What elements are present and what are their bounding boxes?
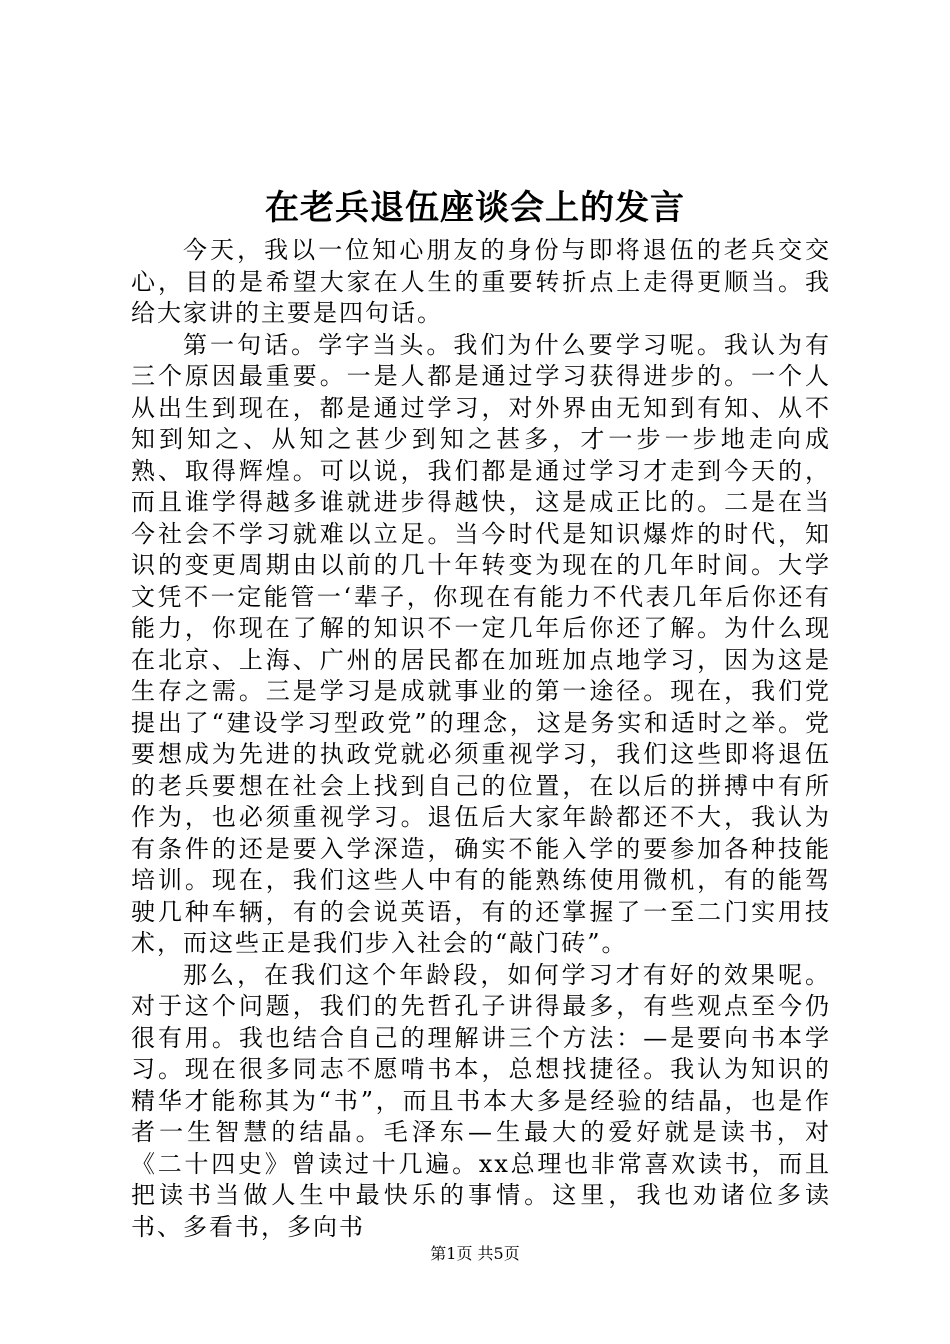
page-number-footer: 第1页 共5页: [430, 1244, 520, 1263]
document-title: 在老兵退伍座谈会上的发言: [265, 188, 685, 228]
paragraph-first-point: 第一句话。学字当头。我们为什么要学习呢。我认为有三个原因最重要。一是人都是通过学习获得进步的。一个人从出生到现在，都是通过学习，对外界由无知到有知、从不知到知之、从知之甚少到知之甚多，才一步一步地走向成熟、取得辉煌。可以说，我们都是通过学习才走到今天的，而且谁学得越多谁就进步得越快，这是成正比的。二是在当今社会不学习就难以立足。当今时代是知识爆炸的时代，知识的变更周期由以前的几十年转变为现在的几年时间。大学文凭不一定能管一‘辈子，你现在有能力不代表几年后你还有能力，你现在了解的知识不一定几年后你还了解。为什么现在北京、上海、广州的居民都在加班加点地学习，因为这是生存之需。三是学习是成就事业的第一途径。现在，我们党提出了“建设学习型政党”的理念，这是务实和适时之举。党要想成为先进的执政党就必须重视学习，我们这些即将退伍的老兵要想在社会上找到自己的位置，在以后的拼搏中有所作为，也必须重视学习。退伍后大家年龄都还不大，我认为有条件的还是要入学深造，确实不能入学的要参加各种技能培训。现在，我们这些人中有的能熟练使用微机，有的能驾驶几种车辆，有的会说英语，有的还掌握了一至二门实用技术，而这些正是我们步入社会的“敲门砖”。: [131, 330, 831, 957]
paragraph-intro: 今天，我以一位知心朋友的身份与即将退伍的老兵交交心，目的是希望大家在人生的重要转折点上走得更顺当。我给大家讲的主要是四句话。: [131, 236, 831, 327]
document-body: [131, 235, 831, 1243]
paragraph-learning-methods: 那么，在我们这个年龄段，如何学习才有好的效果呢。对于这个问题，我们的先哲孔子讲得最多，有些观点至今仍很有用。我也结合自己的理解讲三个方法：—是要向书本学习。现在很多同志不愿啃书本，总想找捷径。我认为知识的精华才能称其为“书”，而且书本大多是经验的结晶，也是作者一生智慧的结晶。毛泽东—生最大的爱好就是读书，对《二十四史》曾读过十几遍。xx总理也非常喜欢读书，而且把读书当做人生中最快乐的事情。这里，我也劝诸位多读书、多看书，多向书: [131, 960, 831, 1241]
